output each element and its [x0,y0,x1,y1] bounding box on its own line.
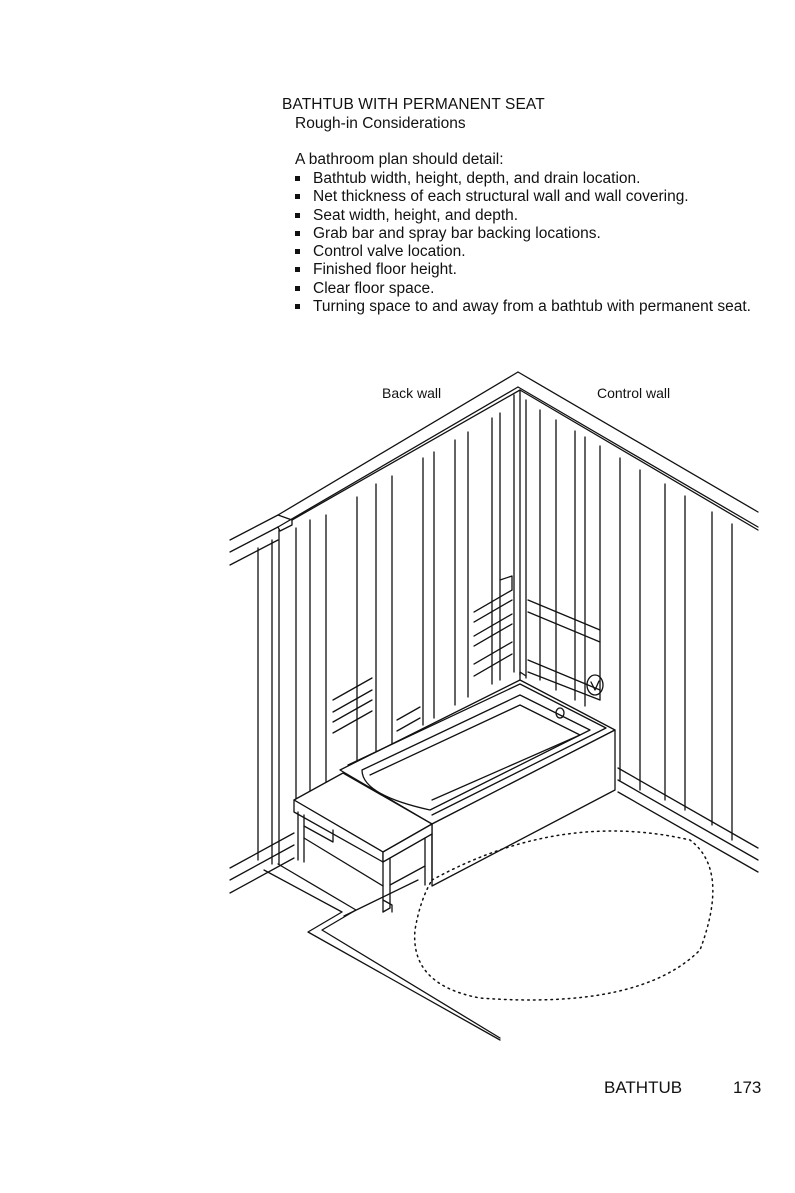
list-item [295,225,755,243]
back-wall-label: Back wall [382,385,442,401]
list-item-text: Seat width, height, and depth. [313,206,519,224]
page-subheading: Rough-in Considerations [295,115,466,132]
footer-section-label: BATHTUB [604,1078,683,1097]
bullet-icon [295,213,300,218]
control-wall-blocking [528,600,600,700]
list-item-text: Turning space to and away from a bathtub with permanent seat. [313,298,751,316]
control-wall-label: Control wall [597,385,671,401]
intro-text: A bathroom plan should detail: [295,151,504,168]
bullet-icon [295,304,300,309]
bullet-icon [295,176,300,181]
page-heading: BATHTUB WITH PERMANENT SEAT [282,96,545,113]
list-item [295,280,755,298]
list-item-text: Finished floor height. [313,261,457,279]
list-item [295,298,755,316]
list-item [295,170,755,188]
list-item-text: Grab bar and spray bar backing locations. [313,224,601,242]
bullet-icon [295,267,300,272]
list-item [295,207,755,225]
bathtub-framing-illustration [0,360,795,1060]
corner-post [514,390,526,678]
list-item-text: Net thickness of each structural wall and wall covering. [313,188,689,206]
control-wall-top-plate [518,372,758,530]
bullet-icon [295,249,300,254]
list-item-text: Control valve location. [313,243,466,261]
list-item [295,261,755,279]
back-wall-top-plate [230,372,520,565]
list-item-text: Bathtub width, height, depth, and drain location. [313,170,641,187]
floor-outline [264,864,500,1040]
bullet-icon [295,231,300,236]
bullet-list [295,170,755,316]
list-item-text: Clear floor space. [313,279,435,297]
list-item [295,243,755,261]
page-number: 173 [733,1078,762,1097]
list-item [295,188,755,206]
bullet-icon [295,286,300,291]
bullet-icon [295,194,300,199]
